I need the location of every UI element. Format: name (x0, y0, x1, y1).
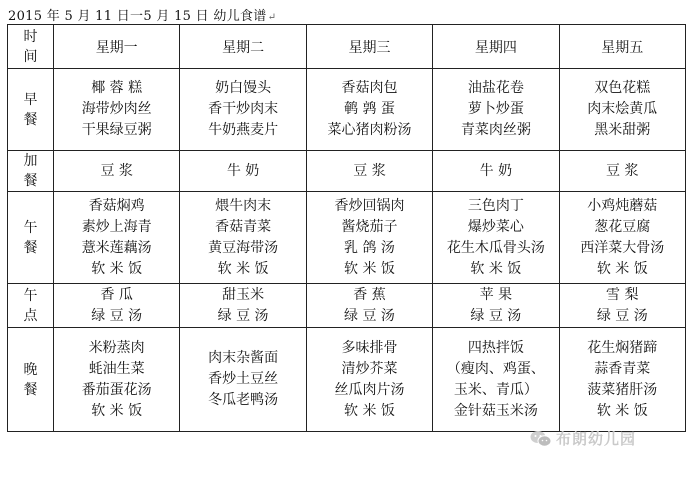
menu-cell (54, 192, 180, 284)
title-text: 2015 年 5 月 11 日一5 月 15 日 幼儿食谱 (8, 9, 267, 24)
dish-item: 软 米 饭 (344, 402, 395, 419)
dish-item: 丝瓜肉片汤 (334, 381, 405, 398)
dish-item: 乳 鸽 汤 (344, 239, 395, 256)
dish-item: 甜玉米 (222, 286, 265, 303)
dish-item: 四热拌饭 (467, 339, 524, 356)
row-label-char: 餐 (23, 381, 38, 398)
snack-row (8, 284, 686, 328)
row-label-char: 点 (23, 307, 38, 324)
menu-cell (433, 192, 559, 284)
row-label-char: 餐 (23, 111, 38, 128)
dish-item: 牛 奶 (226, 162, 260, 179)
dish-item: 椰 蓉 糕 (91, 80, 143, 96)
dish-item: 软 米 饭 (596, 260, 648, 277)
day-header: 星期一 (54, 25, 180, 69)
dish-item: 花生木瓜骨头汤 (446, 239, 545, 256)
dish-item: 米粉蒸肉 (88, 339, 145, 356)
dish-item: 香干炒肉末 (208, 101, 279, 117)
lunch-row (8, 192, 686, 284)
menu-cell (559, 192, 685, 284)
watermark-text: 布朗幼儿园 (556, 430, 637, 448)
row-label-char: 晚 (23, 361, 38, 378)
row-label-char: 午 (23, 287, 38, 304)
day-header: 星期五 (559, 25, 685, 69)
dish-item: 西洋菜大骨汤 (580, 239, 665, 256)
extra-row (8, 151, 686, 192)
watermark (530, 428, 636, 449)
dish-item: 三色肉丁 (467, 197, 524, 214)
dish-item: 蚝油生菜 (88, 360, 145, 377)
breakfast-label-cell (8, 69, 54, 151)
dish-item: 番茄蛋花汤 (81, 381, 152, 398)
dish-item: 香 瓜 (100, 286, 133, 303)
page-title (8, 5, 276, 24)
dish-item: 牛 奶 (479, 162, 513, 179)
dinner-row (8, 328, 686, 432)
dish-item: 金针菇玉米汤 (453, 402, 538, 419)
menu-cell (306, 284, 432, 328)
return-mark: ↵ (267, 12, 277, 23)
menu-cell (180, 328, 306, 432)
dish-item: 绿 豆 汤 (217, 307, 269, 324)
dish-item: 牛奶燕麦片 (208, 122, 279, 138)
dish-item: 清炒芥菜 (341, 360, 398, 377)
day-header: 星期三 (306, 25, 432, 69)
menu-cell (180, 69, 306, 151)
header-row (8, 25, 686, 69)
menu-table (7, 24, 686, 432)
dish-item: 软 米 饭 (91, 260, 143, 277)
dish-item: 多味排骨 (341, 339, 398, 356)
dish-item: 肉末烩黄瓜 (587, 101, 658, 117)
dish-item: 雪 梨 (606, 286, 639, 303)
menu-cell (559, 151, 685, 192)
dish-item: 油盐花卷 (467, 80, 524, 96)
dish-item: 酱烧茄子 (341, 218, 398, 235)
dish-item: 萝卜炒蛋 (467, 101, 524, 117)
dish-item: 香菇青菜 (215, 218, 272, 235)
menu-cell (306, 151, 432, 192)
dish-item: 薏米莲藕汤 (81, 239, 152, 256)
dish-item: 双色花糕 (594, 80, 651, 96)
dish-item: 苹 果 (479, 286, 513, 303)
dish-item: 小鸡炖蘑菇 (587, 197, 658, 214)
dish-item: 花生焖猪蹄 (587, 339, 658, 356)
wechat-icon (530, 430, 552, 448)
dish-item: 香炒回锅肉 (334, 197, 405, 214)
menu-cell (433, 284, 559, 328)
snack-label-cell (8, 284, 54, 328)
breakfast-row (8, 69, 686, 151)
menu-cell (433, 151, 559, 192)
menu-cell (559, 69, 685, 151)
dish-item: 奶白馒头 (215, 80, 272, 96)
dish-item: 黄豆海带汤 (208, 239, 279, 256)
dish-item: 蒜香青菜 (594, 360, 651, 377)
dish-item: 青菜肉丝粥 (460, 122, 531, 138)
menu-cell (54, 69, 180, 151)
dinner-label-cell (8, 328, 54, 432)
dish-item: 软 米 饭 (470, 260, 522, 277)
menu-cell (306, 328, 432, 432)
row-label-char: 餐 (23, 239, 38, 256)
menu-cell (433, 328, 559, 432)
dish-item: 绿 豆 汤 (91, 307, 143, 324)
menu-cell (180, 151, 306, 192)
dish-item: 绿 豆 汤 (344, 307, 395, 324)
dish-item: 香炒土豆丝 (208, 371, 279, 387)
menu-cell (306, 69, 432, 151)
menu-cell (559, 328, 685, 432)
dish-item: 葱花豆腐 (594, 218, 651, 235)
corner-line: 间 (23, 48, 38, 65)
dish-item: 干果绿豆粥 (81, 122, 152, 138)
corner-cell (8, 25, 54, 69)
extra-label-cell (8, 151, 54, 192)
day-header: 星期四 (433, 25, 559, 69)
lunch-label-cell (8, 192, 54, 284)
dish-item: 绿 豆 汤 (470, 307, 522, 324)
dish-item: 软 米 饭 (217, 260, 269, 277)
dish-item: 菜心猪肉粉汤 (327, 122, 412, 138)
dish-item: 香菇肉包 (341, 80, 398, 96)
dish-item: 玉米、青瓜） (453, 381, 538, 398)
dish-item: 豆 浆 (100, 162, 133, 179)
dish-item: （瘦肉、鸡蛋、 (446, 360, 545, 377)
dish-item: 软 米 饭 (344, 260, 395, 277)
dish-item: 软 米 饭 (91, 402, 143, 419)
dish-item: 海带炒肉丝 (81, 101, 152, 117)
dish-item: 煨牛肉末 (215, 197, 272, 214)
dish-item: 香 蕉 (353, 286, 386, 303)
corner-line: 时 (23, 28, 38, 45)
menu-cell (54, 284, 180, 328)
menu-cell (559, 284, 685, 328)
day-header: 星期二 (180, 25, 306, 69)
row-label-char: 餐 (23, 173, 38, 189)
dish-item: 绿 豆 汤 (596, 307, 648, 324)
row-label-char: 午 (23, 219, 38, 236)
dish-item: 爆炒菜心 (467, 218, 524, 235)
menu-cell (180, 192, 306, 284)
menu-cell (54, 151, 180, 192)
menu-cell (180, 284, 306, 328)
dish-item: 鹌 鹑 蛋 (344, 101, 395, 117)
dish-item: 豆 浆 (353, 162, 386, 179)
menu-cell (433, 69, 559, 151)
row-label-char: 加 (23, 153, 38, 169)
dish-item: 菠菜猪肝汤 (587, 381, 658, 398)
dish-item: 豆 浆 (606, 162, 639, 179)
menu-cell (54, 328, 180, 432)
dish-item: 肉末杂酱面 (208, 350, 279, 366)
dish-item: 黑米甜粥 (594, 122, 651, 138)
row-label-char: 早 (23, 91, 38, 108)
dish-item: 素炒上海青 (81, 218, 152, 235)
menu-cell (306, 192, 432, 284)
dish-item: 软 米 饭 (596, 402, 648, 419)
dish-item: 香菇焖鸡 (88, 197, 145, 214)
dish-item: 冬瓜老鸭汤 (208, 392, 279, 408)
